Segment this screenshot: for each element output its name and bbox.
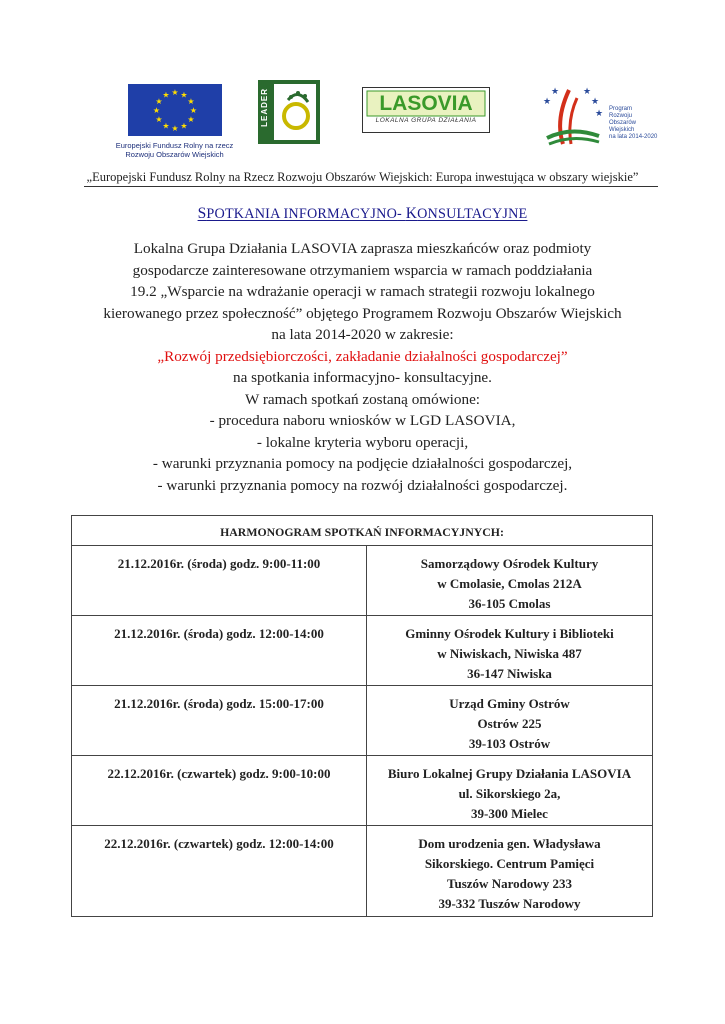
- svg-text:★: ★: [550, 87, 560, 97]
- topic-item-3: - warunki przyznania pomocy na podjęcie działalności gospodarczej,: [152, 455, 573, 472]
- place-line: Dom urodzenia gen. Władysława: [418, 836, 601, 851]
- title-separator: -: [397, 206, 406, 222]
- invitation-line-2: gospodarcze zainteresowane otrzymaniem wsparcia w ramach poddziałania: [132, 261, 593, 279]
- meeting-place: [367, 616, 653, 686]
- place-line: 39-300 Mielec: [471, 806, 548, 821]
- svg-text:★: ★: [171, 124, 179, 133]
- meeting-place: [367, 756, 653, 826]
- schedule-table: [71, 515, 653, 917]
- place-line: Tuszów Narodowy 233: [447, 876, 572, 891]
- lasovia-logo-subtitle: LOKALNA GRUPA DZIAŁANIA: [375, 117, 477, 124]
- header-motto: „Europejski Fundusz Rolny na Rzecz Rozwoju Obszarów Wiejskich: Europa inwestująca w obszary wiejskie”: [86, 170, 639, 184]
- eu-stars-icon: [128, 84, 222, 136]
- invitation-line-5: na lata 2014-2020 w zakresie:: [271, 326, 454, 343]
- svg-text:★: ★: [162, 121, 170, 131]
- prow-caption-line5: na lata 2014-2020: [609, 134, 658, 140]
- svg-text:★: ★: [171, 88, 179, 97]
- topic-item-4: - warunki przyznania pomocy na rozwój działalności gospodarczej.: [157, 476, 568, 494]
- svg-text:★: ★: [594, 109, 604, 119]
- place-line: 39-103 Ostrów: [468, 736, 551, 751]
- topic-item-1: - procedura naboru wniosków w LGD LASOVIA,: [209, 412, 516, 429]
- svg-text:★: ★: [187, 115, 195, 124]
- prow-caption-line2: Rozwoju: [609, 113, 633, 119]
- meeting-place: [367, 686, 653, 756]
- place-line: w Cmolasie, Cmolas 212A: [437, 576, 582, 591]
- title-cap-1: S: [197, 205, 207, 222]
- header-divider: [84, 186, 658, 187]
- prow-logo-caption: [609, 106, 659, 141]
- invitation-line-6: na spotkania informacyjno- konsultacyjne.: [233, 369, 492, 386]
- page-title: [0, 205, 725, 223]
- place-line: Gminny Ośrodek Kultury i Biblioteki: [405, 626, 614, 641]
- invitation-line-7: W ramach spotkań zostaną omówione:: [244, 390, 481, 408]
- eu-flag-icon: [128, 84, 222, 136]
- leader-emblem-icon: [258, 80, 320, 144]
- schedule-header: HARMONOGRAM SPOTKAŃ INFORMACYJNYCH:: [72, 516, 653, 546]
- table-row: [72, 686, 653, 756]
- meeting-datetime: 21.12.2016r. (środa) godz. 9:00-11:00: [72, 546, 367, 616]
- svg-text:★: ★: [180, 121, 188, 131]
- meeting-datetime: 22.12.2016r. (czwartek) godz. 9:00-10:00: [72, 756, 367, 826]
- prow-caption-line3: Obszarów: [609, 120, 637, 126]
- place-line: 36-147 Niwiska: [467, 666, 552, 681]
- place-line: Samorządowy Ośrodek Kultury: [420, 556, 599, 571]
- place-line: Ostrów 225: [477, 716, 542, 731]
- meeting-place: [367, 826, 653, 917]
- place-line: Sikorskiego. Centrum Pamięci: [424, 856, 595, 871]
- logo-bar: [0, 80, 725, 170]
- place-line: Biuro Lokalnej Grupy Działania LASOVIA: [387, 766, 632, 781]
- invitation-text: [60, 238, 665, 496]
- eu-logo-caption: [112, 141, 237, 159]
- svg-text:★: ★: [542, 97, 552, 107]
- invitation-line-3: 19.2 „Wsparcie na wdrażanie operacji w ramach strategii rozwoju lokalnego: [130, 283, 595, 300]
- lasovia-logo-name: LASOVIA: [379, 92, 473, 115]
- meeting-place: [367, 546, 653, 616]
- schedule-header-row: [72, 516, 653, 546]
- prow-caption-line1: Program: [609, 106, 633, 112]
- meeting-datetime: 22.12.2016r. (czwartek) godz. 12:00-14:00: [72, 826, 367, 917]
- svg-text:★: ★: [162, 90, 170, 100]
- svg-text:★: ★: [180, 90, 188, 100]
- lasovia-logo: [362, 87, 490, 133]
- meeting-datetime: 21.12.2016r. (środa) godz. 12:00-14:00: [72, 616, 367, 686]
- leader-logo: [258, 80, 320, 144]
- svg-text:★: ★: [155, 97, 163, 106]
- place-line: ul. Sikorskiego 2a,: [458, 786, 561, 801]
- svg-text:★: ★: [590, 97, 600, 107]
- svg-text:★: ★: [155, 115, 163, 124]
- table-row: [72, 616, 653, 686]
- meeting-datetime: 21.12.2016r. (środa) godz. 15:00-17:00: [72, 686, 367, 756]
- eu-caption-line2: Rozwoju Obszarów Wiejskich: [125, 150, 224, 159]
- svg-text:★: ★: [187, 97, 195, 106]
- eu-caption-line1: Europejski Fundusz Rolny na rzecz: [115, 141, 234, 150]
- place-line: Urząd Gminy Ostrów: [449, 696, 570, 711]
- svg-text:★: ★: [189, 106, 198, 115]
- title-part-2: ONSULTACYJNE: [417, 206, 528, 222]
- invitation-highlight: „Rozwój przedsiębiorczości, zakładanie działalności gospodarczej”: [157, 347, 568, 365]
- svg-text:★: ★: [152, 106, 161, 115]
- title-cap-2: K: [405, 205, 418, 222]
- table-row: [72, 826, 653, 917]
- prow-emblem-icon: [533, 80, 609, 150]
- leader-logo-text: LEADER: [260, 88, 269, 127]
- place-line: w Niwiskach, Niwiska 487: [437, 646, 582, 661]
- place-line: 36-105 Cmolas: [468, 596, 551, 611]
- prow-caption-line4: Wiejskich: [609, 127, 635, 133]
- invitation-line-4: kierowanego przez społeczność” objętego Programem Rozwoju Obszarów Wiejskich: [103, 304, 622, 322]
- title-part-1: POTKANIA INFORMACYJNO: [206, 206, 398, 222]
- place-line: 39-332 Tuszów Narodowy: [438, 896, 581, 911]
- svg-text:★: ★: [582, 87, 592, 97]
- table-row: [72, 546, 653, 616]
- table-row: [72, 756, 653, 826]
- prow-logo: [533, 80, 658, 150]
- topic-item-2: - lokalne kryteria wyboru operacji,: [256, 433, 469, 451]
- invitation-line-1: Lokalna Grupa Działania LASOVIA zaprasza mieszkańców oraz podmioty: [133, 240, 592, 257]
